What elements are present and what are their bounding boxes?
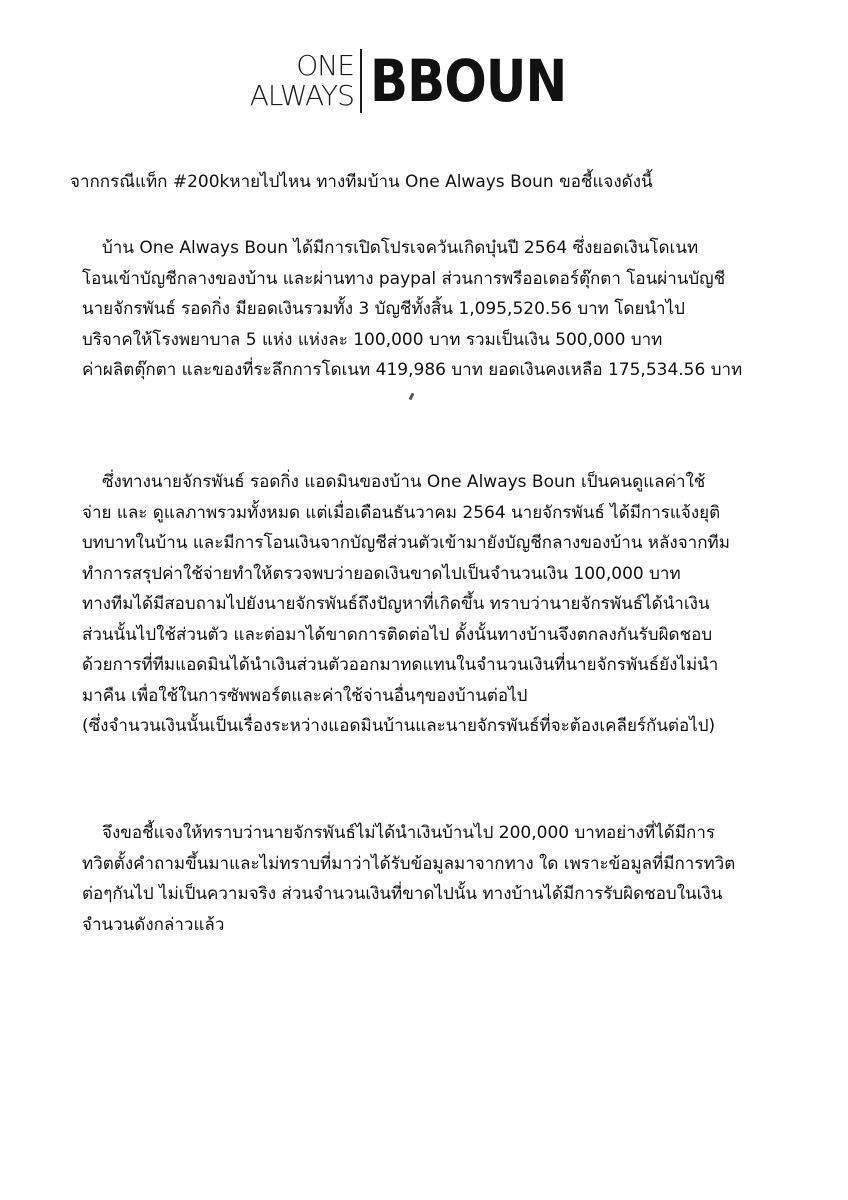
logo-divider bbox=[360, 49, 362, 113]
brand-logo bbox=[0, 45, 848, 117]
paragraph-line: ทางทีมได้มีสอบถามไปยังนายจักรพันธ์ถึงปัญหาที่เกิดขึ้น ทราบว่านายจักรพันธ์ได้นำเงิน bbox=[82, 594, 710, 614]
intro-heading: จากกรณีแท็ก #200kหายไปไหน ทางทีมบ้าน One Always Boun ขอชี้แจงดังนี้ bbox=[70, 172, 653, 192]
paragraph-line: นายจักรพันธ์ รอดกิ่ง มียอดเงินรวมทั้ง 3 บัญชีทั้งสิ้น 1,095,520.56 บาท โดยนำไป bbox=[82, 299, 685, 319]
paragraph-donation-summary bbox=[82, 233, 822, 386]
paragraph-line: โอนเข้าบัญชีกลางของบ้าน และผ่านทาง paypal ส่วนการพรีออเดอร์ตุ๊กตา โอนผ่านบัญชี bbox=[82, 268, 726, 289]
paragraph-line: ซึ่งทางนายจักรพันธ์ รอดกิ่ง แอดมินของบ้าน One Always Boun เป็นคนดูแลค่าใช้ bbox=[102, 472, 706, 492]
paragraph-line: (ซึ่งจำนวนเงินนั้นเป็นเรื่องระหว่างแอดมินบ้านและนายจักรพันธ์ที่จะต้องเคลียร์กันต่อไป) bbox=[82, 716, 716, 736]
logo-always-text: ALWAYS bbox=[249, 79, 354, 112]
logo-wordmark-left bbox=[249, 49, 354, 112]
paragraph-line: บ้าน One Always Boun ได้มีการเปิดโปรเจควันเกิดบุ๋นปี 2564 ซึ่งยอดเงินโดเนท bbox=[102, 238, 699, 258]
paragraph-line: ทวิตตั้งคำถามขึ้นมาและไม่ทราบที่มาว่าได้รับข้อมูลมาจากทาง ใด เพราะข้อมูลที่มีการทวิต bbox=[82, 853, 736, 874]
paragraph-line: ต่อๆกันไป ไม่เป็นความจริง ส่วนจำนวนเงินที่ขาดไปนั้น ทางบ้านได้มีการรับผิดชอบในเงิน bbox=[82, 884, 723, 904]
paragraph-line: มาคืน เพื่อใช้ในการซัพพอร์ตและค่าใช้จ่านอื่นๆของบ้านต่อไป bbox=[82, 685, 528, 706]
paragraph-line: บริจาคให้โรงพยาบาล 5 แห่ง แห่งละ 100,000 บาท รวมเป็นเงิน 500,000 บาท bbox=[82, 329, 663, 350]
paragraph-line: จำนวนดังกล่าวแล้ว bbox=[82, 914, 225, 935]
paragraph-line: บทบาทในบ้าน และมีการโอนเงินจากบัญชีส่วนตัวเข้ามายังบัญชีกลางของบ้าน หลังจากทีม bbox=[82, 533, 730, 553]
logo-one-text: ONE bbox=[296, 49, 354, 82]
logo-bboun-text: BBOUN bbox=[369, 47, 567, 115]
paragraph-line: จึงขอชี้แจงให้ทราบว่านายจักรพันธ์ไม่ได้นำเงินบ้านไป 200,000 บาทอย่างที่ได้มีการ bbox=[102, 823, 716, 843]
paragraph-line: จ่าย และ ดูแลภาพรวมทั้งหมด แต่เมื่อเดือนธันวาคม 2564 นายจักรพันธ์ ได้มีการแจ้งยุติ bbox=[82, 502, 721, 523]
stray-mark bbox=[409, 393, 415, 401]
paragraph-line: ค่าผลิตตุ๊กตา และของที่ระลึกการโดเนท 419,986 บาท ยอดเงินคงเหลือ 175,534.56 บาท bbox=[82, 360, 743, 380]
paragraph-line: ส่วนนั้นไปใช้ส่วนตัว และต่อมาได้ขาดการติดต่อไป ดั้งนั้นทางบ้านจึงตกลงกันรับผิดชอบ bbox=[82, 624, 713, 645]
paragraph-line: ด้วยการที่ทีมแอดมินได้นำเงินส่วนตัวออกมาทดแทนในจำนวนเงินที่นายจักรพันธ์ยังไม่นำ bbox=[82, 655, 719, 675]
paragraph-conclusion bbox=[82, 818, 822, 940]
paragraph-line: ทำการสรุปค่าใช้จ่ายทำให้ตรวจพบว่ายอดเงินขาดไปเป็นจำนวนเงิน 100,000 บาท bbox=[82, 563, 681, 584]
paragraph-admin-explanation bbox=[82, 467, 822, 742]
